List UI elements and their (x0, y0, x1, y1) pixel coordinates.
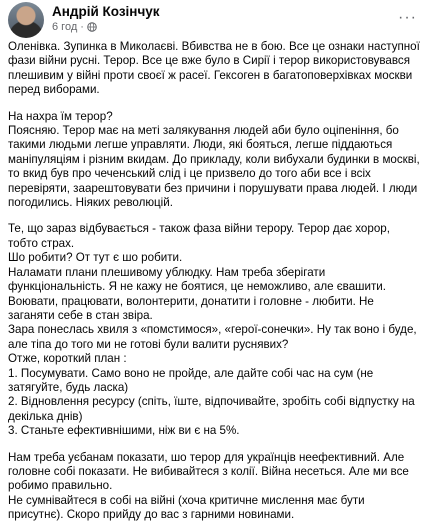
globe-icon (87, 22, 97, 32)
post-body (8, 40, 421, 523)
author-avatar[interactable] (8, 2, 44, 38)
paragraph-3-line-5: Отже, короткий план : (8, 352, 127, 366)
plan-item-1: 1. Посумувати. Само воно не пройде, але дайте собі час на сум (не затягуйте, будь ласка) (8, 366, 374, 394)
paragraph-1: Оленівка. Зупинка в Миколаєві. Вбивства не в бою. Все це ознаки наступної фази війни русні. Терор. Все це вже було в Сирії і терор використовувався плешивим у війні проти своєї ж расеї. Гексоген в багатоповерхівках москви перед виборами. (8, 40, 420, 97)
paragraph-4-line-1: Нам треба уєбанам показати, шо терор для українців неефективний. Але головне собі показати. Не вибивайтеся з колії. Війна несеться. Але ми все робимо правильно. (8, 450, 409, 493)
post-header (8, 0, 421, 40)
paragraph-4-line-2: Не сумнівайтеся в собі на війні (хоча критичне мислення має бути присутнє). Скоро прийду до вас з гарними новинами. (8, 493, 365, 522)
plan-item-3: 3. Станьте ефективнішими, ніж ви є на 5%. (8, 424, 240, 438)
plan-item-2: 2. Відновлення ресурсу (спіть, їште, відпочивайте, зробіть собі відпустку на декілька днів) (8, 395, 415, 423)
paragraph-3-line-4: Зара понеслась хвиля з «помстимося», «герої-сонечки». Ну так воно і буде, але тіпа до того ми не готові були валити руснявих? (8, 323, 417, 351)
meta-separator: · (80, 21, 84, 33)
paragraph-2-question: На нахра їм терор? (8, 109, 113, 123)
post-time[interactable]: 6 год (52, 21, 78, 33)
paragraph-3-line-2: Шо робити? От тут є шо робити. (8, 251, 183, 265)
post-meta (52, 21, 97, 33)
paragraph-3-line-1: Те, що зараз відбувається - також фаза війни терору. Терор дає хорор, тобто страх. (8, 222, 390, 250)
author-name[interactable]: Андрій Козінчук (52, 4, 160, 19)
paragraph-3-line-3: Наламати плани плешивому ублюдку. Нам треба зберігати функціональність. Я не кажу не боятися, це неможливо, але євашити. Воювати, працювати, волонтерити, донатити і головне - любити. Не заганяти себе в стан звіра. (8, 265, 386, 322)
more-options-button[interactable]: ··· (398, 9, 417, 26)
paragraph-2-text: Поясняю. Терор має на меті залякування людей аби було оціпеніння, бо такими людьми легше управляти. Люди, які бояться, легше піддаються маніпуляціям і різним вкидам. До прикладу, коли вибухали будинки в москві, то вкид був про чеченський слід і це призвело до того аби все і всіх перевіряти, заарештовувати без причини і порушувати права людей. І люди погодились. Ніяких революцій. (8, 124, 420, 210)
